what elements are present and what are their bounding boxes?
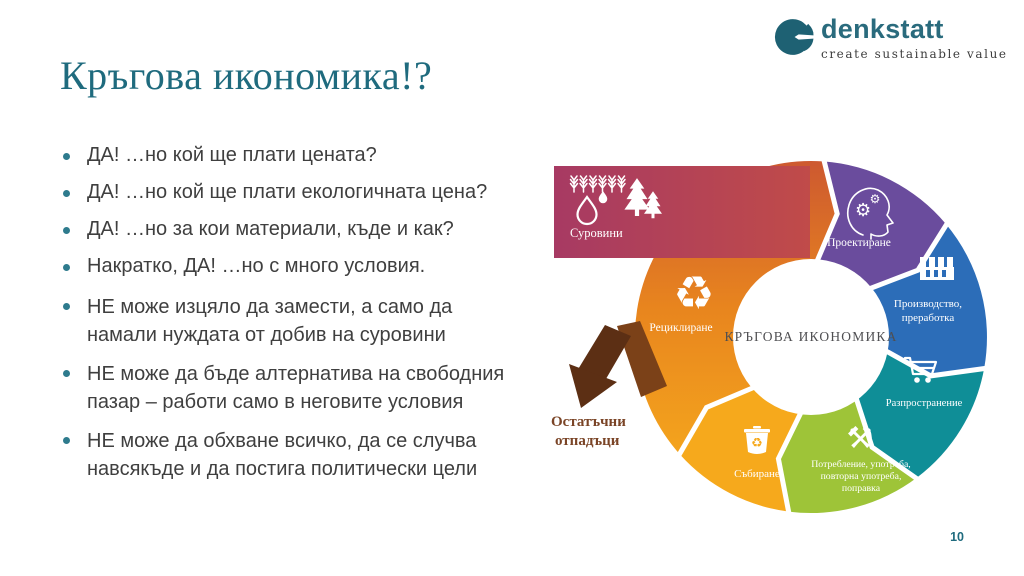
bullet-item bbox=[60, 360, 552, 416]
segment-label-collection: Събиране bbox=[734, 468, 780, 480]
denkstatt-logo bbox=[772, 16, 1008, 61]
page-title: Кръгова икономика!? bbox=[60, 53, 433, 98]
bullet-line: навсякъде и да постига политически цели bbox=[87, 458, 478, 480]
segment-label-recycling: Рециклиране bbox=[649, 322, 713, 334]
bullet-line: намали нуждата от добив на суровини bbox=[87, 324, 446, 346]
svg-text:⚙: ⚙ bbox=[869, 192, 881, 206]
denkstatt-logo-icon bbox=[772, 16, 814, 58]
bullet-group-yes bbox=[60, 145, 552, 277]
svg-text:♻: ♻ bbox=[751, 436, 763, 451]
bullet-line: НЕ може изцяло да замести, а само да bbox=[87, 296, 453, 318]
bullet-item bbox=[60, 293, 552, 349]
segment-label-design: Проектиране bbox=[827, 237, 891, 249]
bullet-item: ДА! …но за кои материали, къде и как? bbox=[60, 219, 552, 240]
bullet-line: НЕ може да бъде алтернатива на свободния bbox=[87, 363, 505, 385]
circular-economy-diagram bbox=[543, 140, 1013, 552]
logo-name: denkstatt bbox=[821, 14, 944, 44]
bullet-item: Накратко, ДА! …но с много условия. bbox=[60, 256, 552, 277]
logo-tagline: create sustainable value bbox=[821, 47, 1008, 61]
bullet-item: ДА! …но кой ще плати екологичната цена? bbox=[60, 182, 552, 203]
bullet-line: пазар – работи само в неговите условия bbox=[87, 391, 464, 413]
logo-text bbox=[821, 16, 1008, 61]
segment-label-consumption: Потребление, употреба, повторна употреба, поправка bbox=[811, 459, 911, 494]
svg-text:⚙: ⚙ bbox=[854, 200, 872, 221]
recycle-icon bbox=[673, 266, 714, 320]
bullet-item bbox=[60, 427, 552, 483]
svg-text:⚒: ⚒ bbox=[846, 421, 874, 456]
segment-label-production: Производство, преработка bbox=[893, 298, 963, 324]
bullet-item: ДА! …но кой ще плати цената? bbox=[60, 145, 552, 166]
bullet-group-no bbox=[60, 293, 552, 483]
segment-label-distribution: Разпространение bbox=[885, 398, 963, 409]
bullet-lists bbox=[60, 145, 552, 494]
residual-waste-label: Остатъчни отпадъци bbox=[551, 414, 626, 449]
diagram-center-label: КРЪГОВА ИКОНОМИКА bbox=[724, 329, 898, 344]
page-number: 10 bbox=[950, 530, 964, 544]
svg-text:♻: ♻ bbox=[673, 266, 715, 320]
tools-icon bbox=[847, 421, 874, 456]
materials-box-label: Суровини bbox=[570, 226, 623, 240]
trash-bin-icon bbox=[744, 426, 770, 454]
bullet-line: НЕ може да обхване всичко, да се случва bbox=[87, 430, 477, 452]
